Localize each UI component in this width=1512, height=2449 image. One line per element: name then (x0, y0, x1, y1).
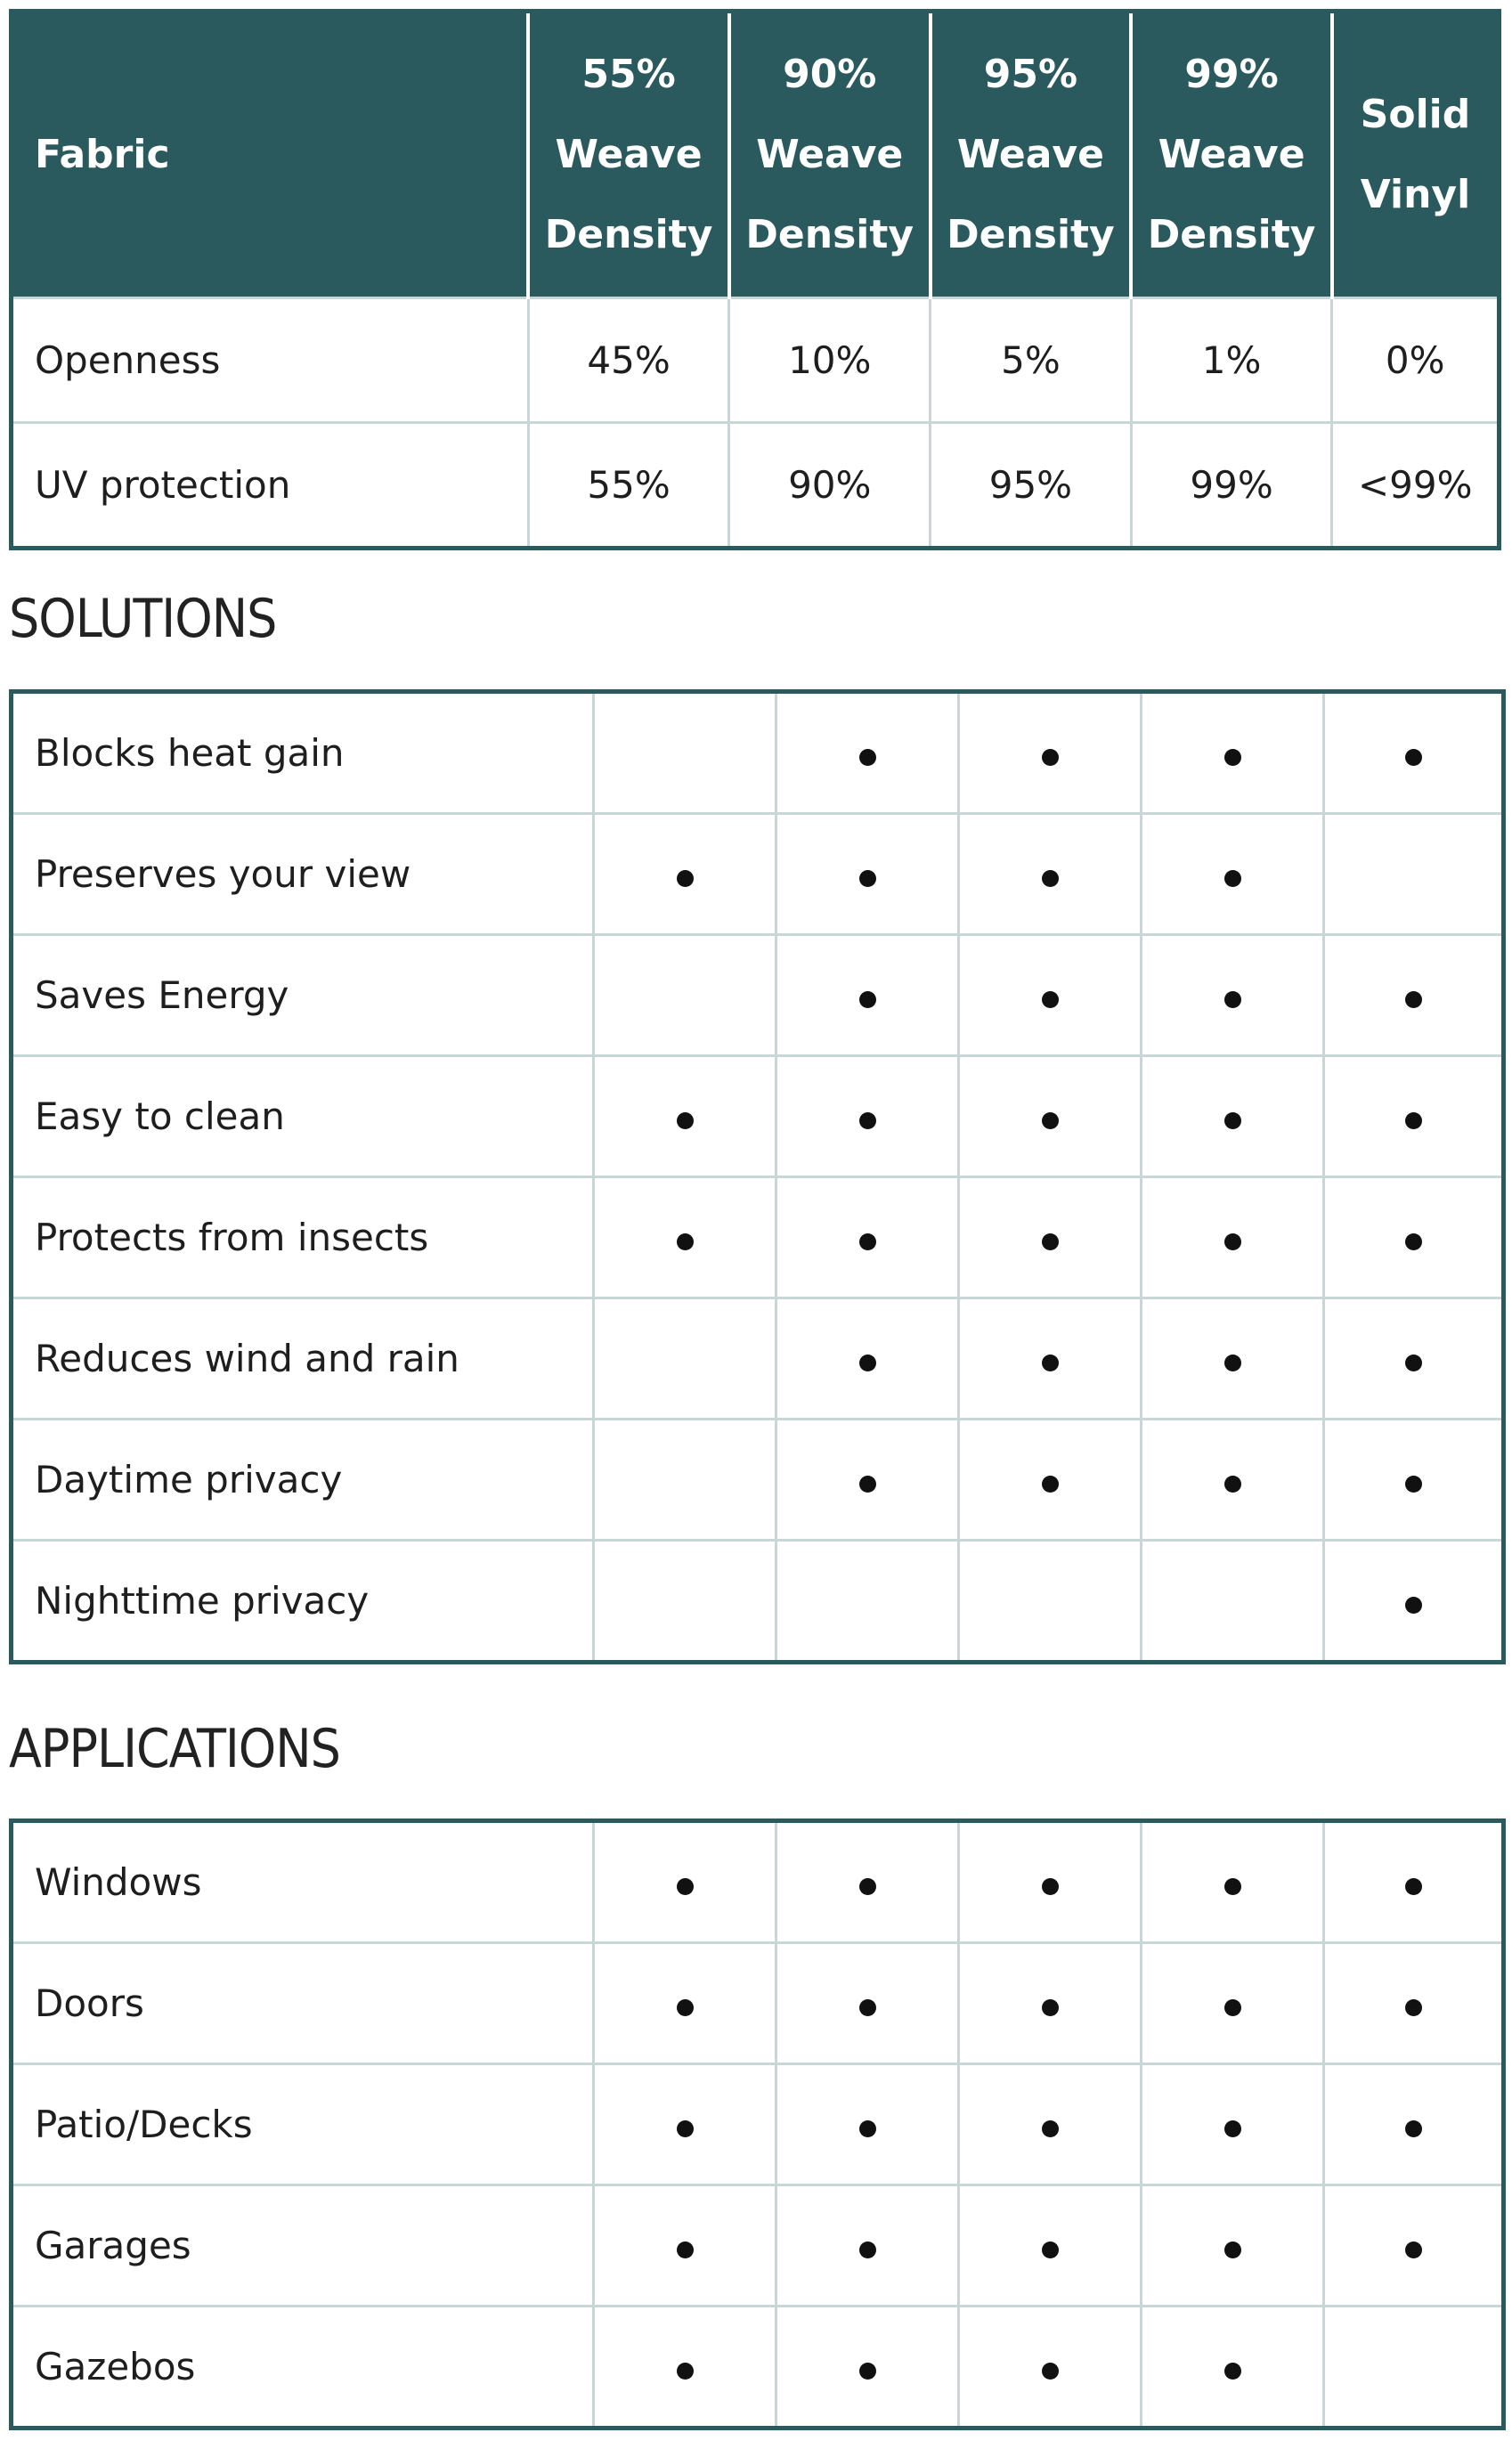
bullet-dot-icon (1042, 2120, 1059, 2137)
header-fabric: Fabric (12, 12, 529, 298)
applications-row (12, 2064, 1504, 2185)
bullet-dot-icon (677, 870, 694, 887)
bullet-dot-icon (859, 2120, 876, 2137)
mark-cell (594, 1943, 776, 2064)
mark-cell (594, 1177, 776, 1298)
bullet-dot-icon (859, 870, 876, 887)
bullet-dot-icon (1224, 2120, 1241, 2137)
bullet-dot-icon (1042, 1476, 1059, 1493)
bullet-dot-icon (859, 1999, 876, 2016)
mark-cell (776, 2064, 959, 2185)
solutions-heading: SOLUTIONS (9, 588, 277, 650)
spec-cell: 55% (528, 423, 729, 549)
bullet-dot-icon (1224, 2242, 1241, 2258)
applications-row (12, 2185, 1504, 2307)
bullet-dot-icon (677, 1112, 694, 1129)
bullet-dot-icon (1224, 1233, 1241, 1250)
mark-cell (1324, 1943, 1504, 2064)
applications-table (9, 1818, 1506, 2430)
mark-cell (1142, 1821, 1324, 1943)
applications-heading: APPLICATIONS (9, 1718, 340, 1780)
bullet-dot-icon (677, 1233, 694, 1250)
mark-cell (1142, 692, 1324, 814)
bullet-dot-icon (1224, 2363, 1241, 2380)
mark-cell (1324, 1177, 1504, 1298)
bullet-dot-icon (859, 1112, 876, 1129)
bullet-dot-icon (1405, 1355, 1422, 1371)
mark-cell (959, 814, 1142, 935)
mark-cell (594, 2307, 776, 2429)
mark-cell (1324, 1056, 1504, 1177)
mark-cell (959, 692, 1142, 814)
mark-cell (776, 814, 959, 935)
mark-cell (1324, 2064, 1504, 2185)
mark-cell (776, 1056, 959, 1177)
bullet-dot-icon (1042, 991, 1059, 1008)
solutions-table (9, 689, 1506, 1664)
solutions-row (12, 1541, 1504, 1663)
row-label: Daytime privacy (12, 1420, 594, 1541)
bullet-dot-icon (677, 1999, 694, 2016)
mark-cell (1324, 692, 1504, 814)
bullet-dot-icon (1042, 1999, 1059, 2016)
applications-row (12, 1821, 1504, 1943)
bullet-dot-icon (1405, 2242, 1422, 2258)
spec-cell: 99% (1131, 423, 1332, 549)
mark-cell (959, 2307, 1142, 2429)
row-label: Openness (12, 298, 529, 423)
bullet-dot-icon (1042, 1233, 1059, 1250)
mark-cell (1324, 814, 1504, 935)
bullet-dot-icon (859, 2363, 876, 2380)
bullet-dot-icon (1224, 1476, 1241, 1493)
bullet-dot-icon (859, 991, 876, 1008)
bullet-dot-icon (677, 1878, 694, 1895)
solutions-row (12, 1056, 1504, 1177)
mark-cell (776, 1821, 959, 1943)
spec-cell: 90% (729, 423, 931, 549)
mark-cell (594, 1821, 776, 1943)
mark-cell (776, 1943, 959, 2064)
header-solid-vinyl: Solid Vinyl (1332, 12, 1500, 298)
spec-cell: 10% (729, 298, 931, 423)
bullet-dot-icon (1405, 1233, 1422, 1250)
mark-cell (1142, 935, 1324, 1056)
solutions-row (12, 1177, 1504, 1298)
bullet-dot-icon (677, 2363, 694, 2380)
mark-cell (1324, 1420, 1504, 1541)
mark-cell (959, 1056, 1142, 1177)
header-95-weave-density: 95% Weave Density (931, 12, 1132, 298)
bullet-dot-icon (1405, 1112, 1422, 1129)
spec-cell: 5% (931, 298, 1132, 423)
spec-cell: 0% (1332, 298, 1500, 423)
bullet-dot-icon (859, 1476, 876, 1493)
mark-cell (776, 1420, 959, 1541)
mark-cell (1142, 1420, 1324, 1541)
row-label: Protects from insects (12, 1177, 594, 1298)
mark-cell (1142, 2307, 1324, 2429)
solutions-row (12, 935, 1504, 1056)
mark-cell (1324, 2307, 1504, 2429)
bullet-dot-icon (1224, 991, 1241, 1008)
mark-cell (594, 2064, 776, 2185)
spec-row-uv-protection (12, 423, 1500, 549)
mark-cell (959, 2185, 1142, 2307)
spec-cell: 45% (528, 298, 729, 423)
row-label: Doors (12, 1943, 594, 2064)
header-90-weave-density: 90% Weave Density (729, 12, 931, 298)
bullet-dot-icon (859, 1233, 876, 1250)
bullet-dot-icon (1042, 1878, 1059, 1895)
mark-cell (594, 935, 776, 1056)
applications-row (12, 2307, 1504, 2429)
mark-cell (1324, 1298, 1504, 1420)
row-label: Nighttime privacy (12, 1541, 594, 1663)
mark-cell (959, 1943, 1142, 2064)
row-label: Windows (35, 1860, 202, 1904)
mark-cell (776, 2307, 959, 2429)
bullet-dot-icon (677, 2120, 694, 2137)
mark-cell (1324, 935, 1504, 1056)
row-label: Garages (12, 2185, 594, 2307)
mark-cell (1142, 1541, 1324, 1663)
mark-cell (776, 692, 959, 814)
bullet-dot-icon (1042, 749, 1059, 766)
mark-cell (959, 935, 1142, 1056)
mark-cell (1324, 1821, 1504, 1943)
bullet-dot-icon (1042, 1112, 1059, 1129)
solutions-row (12, 1298, 1504, 1420)
mark-cell (594, 1420, 776, 1541)
mark-cell (594, 1298, 776, 1420)
bullet-dot-icon (859, 2242, 876, 2258)
solutions-row (12, 814, 1504, 935)
row-label: Preserves your view (12, 814, 594, 935)
spec-cell: 95% (931, 423, 1132, 549)
bullet-dot-icon (1042, 1355, 1059, 1371)
bullet-dot-icon (1405, 1999, 1422, 2016)
bullet-dot-icon (1224, 1878, 1241, 1895)
mark-cell (776, 935, 959, 1056)
bullet-dot-icon (859, 1878, 876, 1895)
mark-cell (1142, 814, 1324, 935)
bullet-dot-icon (1042, 2242, 1059, 2258)
spec-header-row (12, 12, 1500, 298)
row-label: UV protection (12, 423, 529, 549)
mark-cell (776, 1541, 959, 1663)
bullet-dot-icon (1224, 1112, 1241, 1129)
mark-cell (594, 1056, 776, 1177)
mark-cell (959, 1298, 1142, 1420)
mark-cell (594, 1541, 776, 1663)
mark-cell (1324, 2185, 1504, 2307)
bullet-dot-icon (1224, 1999, 1241, 2016)
bullet-dot-icon (1405, 749, 1422, 766)
mark-cell (776, 1177, 959, 1298)
row-label: Saves Energy (12, 935, 594, 1056)
bullet-dot-icon (1405, 991, 1422, 1008)
bullet-dot-icon (677, 2242, 694, 2258)
bullet-dot-icon (1224, 870, 1241, 887)
bullet-dot-icon (859, 749, 876, 766)
bullet-dot-icon (1224, 1355, 1241, 1371)
bullet-dot-icon (859, 1355, 876, 1371)
applications-row (12, 1943, 1504, 2064)
row-label: Blocks heat gain (35, 731, 345, 775)
bullet-dot-icon (1405, 1597, 1422, 1614)
mark-cell (594, 692, 776, 814)
mark-cell (1142, 2064, 1324, 2185)
mark-cell (959, 1821, 1142, 1943)
mark-cell (1142, 1056, 1324, 1177)
bullet-dot-icon (1405, 2120, 1422, 2137)
mark-cell (776, 1298, 959, 1420)
bullet-dot-icon (1405, 1476, 1422, 1493)
row-label: Gazebos (12, 2307, 594, 2429)
header-99-weave-density: 99% Weave Density (1131, 12, 1332, 298)
row-label: Easy to clean (12, 1056, 594, 1177)
row-label: Reduces wind and rain (12, 1298, 594, 1420)
solutions-row (12, 692, 1504, 814)
mark-cell (959, 1177, 1142, 1298)
mark-cell (776, 2185, 959, 2307)
solutions-row (12, 1420, 1504, 1541)
row-label: Patio/Decks (12, 2064, 594, 2185)
bullet-dot-icon (1042, 2363, 1059, 2380)
bullet-dot-icon (1224, 749, 1241, 766)
mark-cell (1142, 1177, 1324, 1298)
mark-cell (1142, 2185, 1324, 2307)
spec-cell: <99% (1332, 423, 1500, 549)
mark-cell (594, 2185, 776, 2307)
mark-cell (1142, 1298, 1324, 1420)
bullet-dot-icon (1042, 870, 1059, 887)
spec-cell: 1% (1131, 298, 1332, 423)
mark-cell (1142, 1943, 1324, 2064)
mark-cell (1324, 1541, 1504, 1663)
header-55-weave-density: 55% Weave Density (528, 12, 729, 298)
spec-table (9, 9, 1501, 550)
mark-cell (594, 814, 776, 935)
mark-cell (959, 2064, 1142, 2185)
mark-cell (959, 1420, 1142, 1541)
bullet-dot-icon (1405, 1878, 1422, 1895)
mark-cell (959, 1541, 1142, 1663)
spec-row-openness (12, 298, 1500, 423)
